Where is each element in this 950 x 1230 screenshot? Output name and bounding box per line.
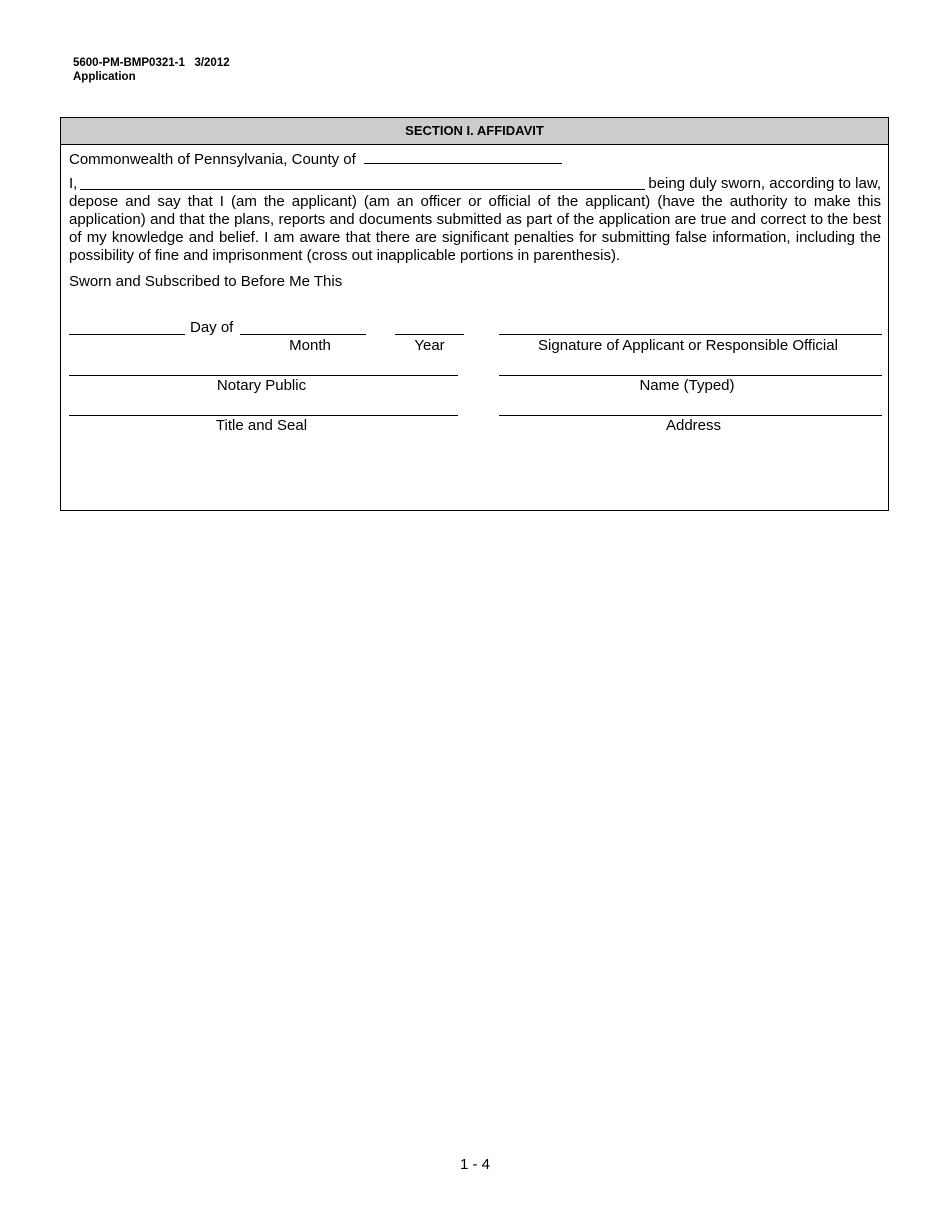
page-header — [73, 56, 230, 84]
affiant-name-blank[interactable] — [80, 175, 645, 190]
title-seal-blank[interactable] — [69, 415, 458, 416]
name-typed-label: Name (Typed) — [639, 377, 735, 394]
section-title: SECTION I. AFFIDAVIT — [61, 118, 888, 145]
affidavit-body: depose and say that I (am the applicant) (am an officer or official of the applicant) (have the authority to make this application) and that the plans, reports and documents submitted as part of the application are true and correct to the best of my knowledge and belief. I am aware that there are significant penalties for submitting false information, including the possibility of fine and imprisonment (cross out inapplicable portions in parenthesis). — [69, 193, 881, 264]
form-number: 5600-PM-BMP0321-1 3/2012 — [73, 57, 230, 69]
month-label: Month — [289, 337, 331, 354]
address-label: Address — [665, 417, 722, 434]
title-seal-label: Title and Seal — [215, 417, 308, 434]
notary-blank[interactable] — [69, 375, 458, 376]
affidavit-section — [60, 117, 889, 511]
name-prefix: I, — [69, 175, 78, 192]
day-blank[interactable] — [69, 334, 185, 335]
county-line — [69, 149, 562, 169]
form-type: Application — [73, 71, 136, 83]
notary-label: Notary Public — [216, 377, 307, 394]
day-of-label: Day of — [190, 319, 234, 336]
year-blank[interactable] — [395, 334, 464, 335]
name-typed-blank[interactable] — [499, 375, 882, 376]
county-blank[interactable] — [364, 149, 562, 164]
month-blank[interactable] — [240, 334, 366, 335]
affiant-line — [69, 175, 881, 193]
affidavit-statement — [69, 175, 881, 265]
county-label: Commonwealth of Pennsylvania, County of — [69, 151, 356, 168]
sworn-label: Sworn and Subscribed to Before Me This — [69, 273, 343, 290]
page-number: 1 - 4 — [459, 1156, 490, 1173]
signature-blank[interactable] — [499, 334, 882, 335]
sworn-suffix: being duly sworn, according to law, — [648, 175, 881, 192]
signature-label: Signature of Applicant or Responsible Official — [538, 337, 838, 354]
year-label: Year — [414, 337, 445, 354]
address-blank[interactable] — [499, 415, 882, 416]
